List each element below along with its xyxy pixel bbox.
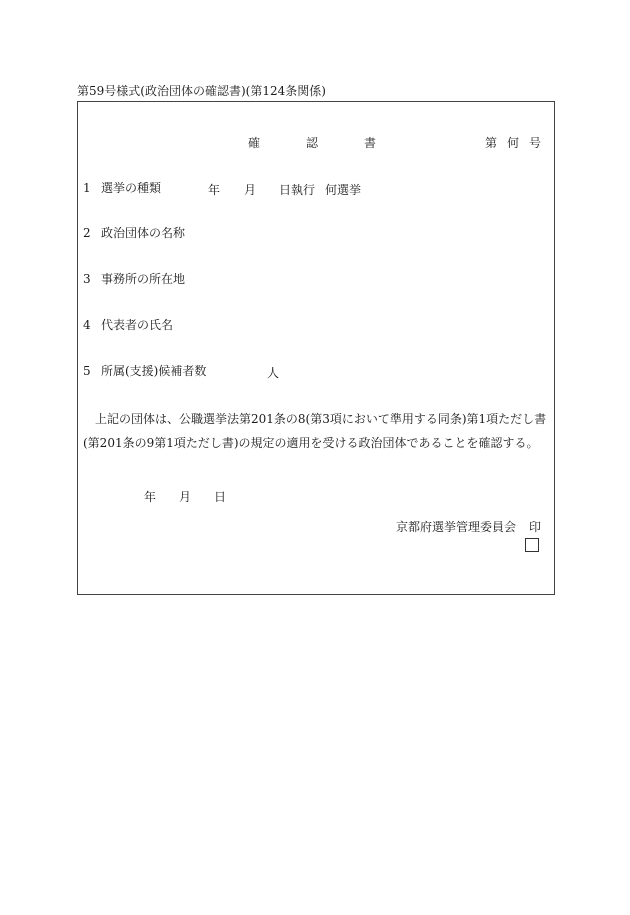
- confirmation-form: [77, 101, 555, 595]
- item-label: 政治団体の名称: [101, 226, 186, 240]
- issue-day-label: 日: [214, 490, 227, 504]
- item-number: 1: [83, 181, 91, 195]
- issue-year-label: 年: [144, 490, 157, 504]
- item-office-address: [83, 272, 185, 286]
- election-name-label: 何選挙: [325, 183, 362, 197]
- seal-label: 印: [529, 520, 542, 534]
- item-number: 5: [83, 364, 91, 378]
- item-group-name: [83, 226, 185, 240]
- form-caption: 第59号様式(政治団体の確認書)(第124条関係): [77, 84, 326, 98]
- item-label: 事務所の所在地: [101, 272, 186, 286]
- item-label: 所属(支援)候補者数: [101, 364, 207, 378]
- item-candidate-count: [83, 364, 206, 378]
- form-title: 確認書: [248, 136, 423, 150]
- item-label: 代表者の氏名: [101, 318, 174, 332]
- seal-box: [525, 538, 539, 552]
- item-representative-name: [83, 318, 173, 332]
- item-number: 3: [83, 272, 91, 286]
- form-number-label: 第何号: [485, 136, 552, 150]
- candidate-count-unit: 人: [267, 366, 280, 380]
- election-day-label: 日執行: [279, 183, 316, 197]
- election-year-label: 年: [208, 183, 221, 197]
- confirmation-statement: 上記の団体は、公職選挙法第201条の8(第3項において準用する同条)第1項ただし書(第201条の9第1項ただし書)の規定の適用を受ける政治団体であることを確認する。: [83, 412, 547, 450]
- issue-month-label: 月: [179, 490, 192, 504]
- election-month-label: 月: [244, 183, 257, 197]
- item-election-type: [83, 181, 161, 195]
- item-number: 2: [83, 226, 91, 240]
- item-label: 選挙の種類: [101, 181, 162, 195]
- item-number: 4: [83, 318, 91, 332]
- issuer-name: 京都府選挙管理委員会: [396, 520, 517, 534]
